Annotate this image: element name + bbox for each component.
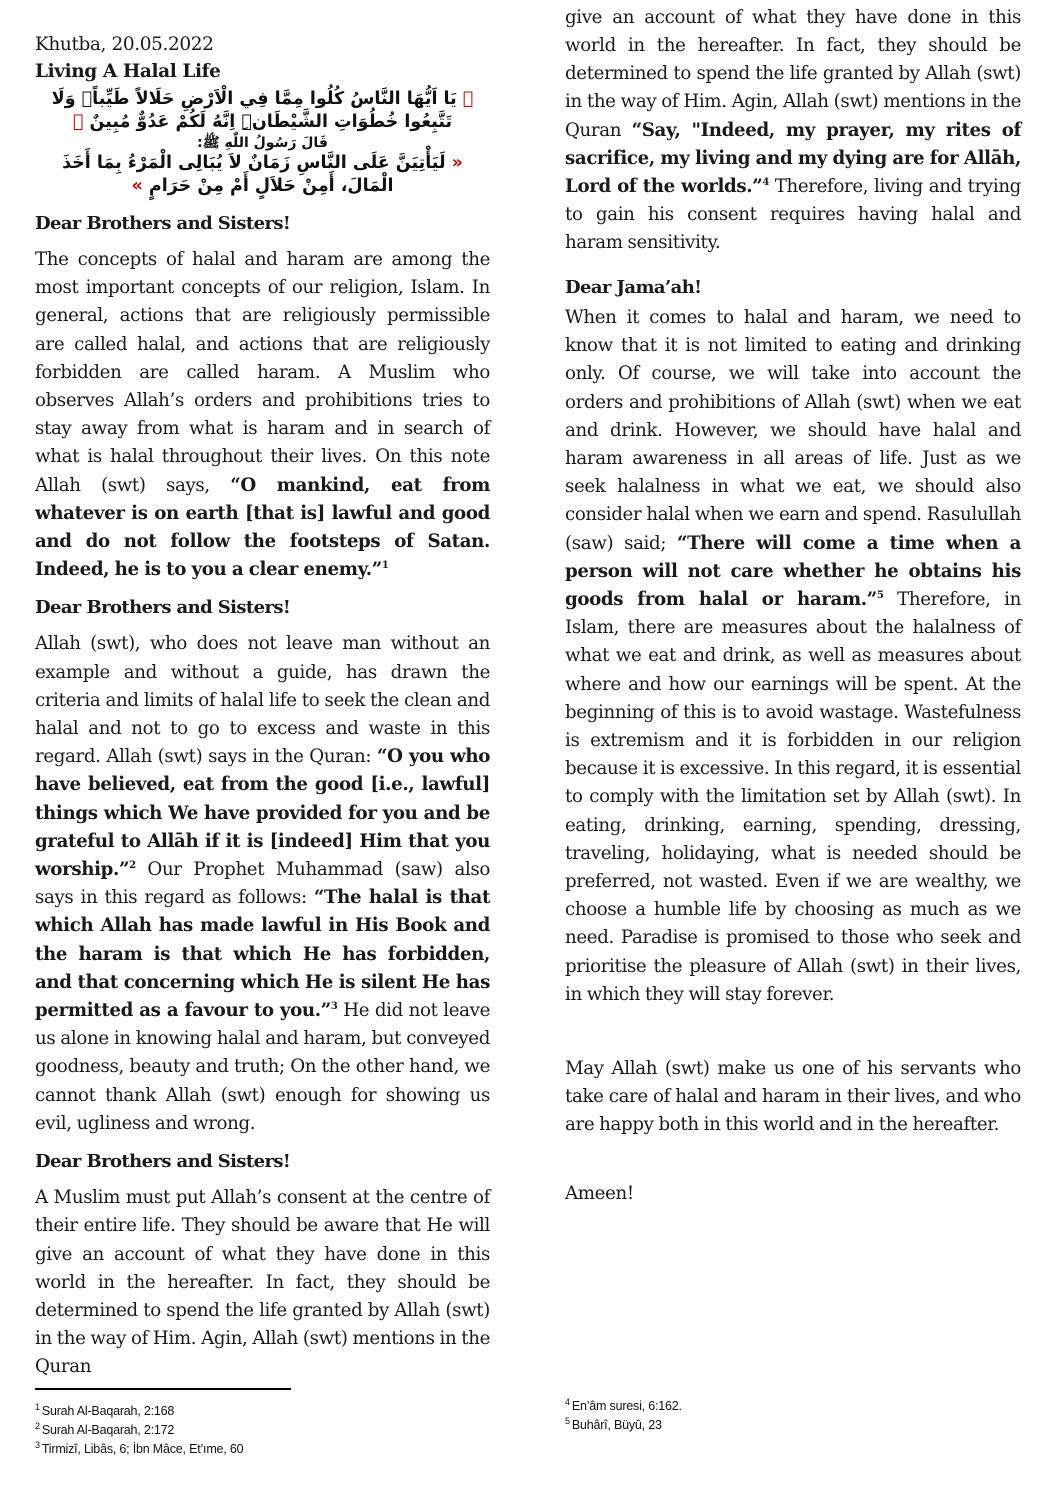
arabic-block [35,88,490,198]
paragraph-text: When it comes to halal and haram, we need to know that it is not limited to eating and drinking only. Of course, we will take into account the orders and prohibitions of Allah (swt) when we eat and drink. However, we should have halal and haram awareness in all areas of life. Just as we seek halalness in what we eat, we should also consider halal when we earn and spend. Rasulullah (saw) said; [565,307,1021,554]
footnote [565,1397,682,1416]
quran-quote: “Say, "Indeed, my prayer, my rites of sacrifice, my living and my dying are for Allāh, Lord of the worlds.” [565,119,1021,198]
footnotes-left [35,1402,243,1459]
footnote-text: Surah Al-Baqarah, 2:168 [41,1404,175,1418]
section-heading: Dear Brothers and Sisters! [35,597,291,619]
paragraph-text: Therefore, living and trying to gain his consent requires having halal and haram sensitivity. [565,176,1021,254]
hadith-quote: “There will come a time when a person will not care whether he obtains his goods from halal or haram.” [565,532,1021,611]
footnote-text: Surah Al-Baqarah, 2:172 [41,1423,175,1437]
hadith-close-quote: » [131,176,143,196]
closing-prayer: May Allah (swt) make us one of his servants who take care of halal and haram in their lives, and who are happy both in this world and in the hereafter. [565,1058,1021,1136]
footnote-ref: 1 [381,560,389,572]
paragraph-consent-continued [565,0,1021,258]
paragraph-text: A Muslim must put Allah’s consent at the centre of their entire life. They should be aware that He will give an account of what they have done in this world in the hereafter. In fact, they should be determined to spend the life granted by Allah (swt) in the way of Him. Agin, Allah (swt) mentions in the Quran [35,1187,490,1378]
ameen: Ameen! [565,1182,634,1204]
paragraph-consent [35,1184,490,1378]
section-heading: Dear Brothers and Sisters! [35,213,291,234]
paragraph-text: He did not leave us alone in knowing halal and haram, but conveyed goodness, beauty and truth; On the other hand, we cannot thank Allah (swt) enough for showing us evil, ugliness and wrong. [35,1000,490,1134]
footnotes-right [565,1397,682,1435]
arabic-attribution: قَالَ رَسُولُ اللّٰهِ ﷺ: [197,135,328,151]
page-title: Living A Halal Life [35,61,221,82]
paragraph-text: Our Prophet Muhammad (saw) also says in this regard as follows: [35,859,490,909]
right-column [565,6,1021,1208]
hadith-quote: “The halal is that which Allah has made lawful in His Book and the haram is that which He has forbidden, and that concerning which He is silent He has permitted as a favour to you.” [35,887,490,1022]
section-heading: Dear Jama’ah! [565,277,702,298]
section-heading: Dear Brothers and Sisters! [35,1151,291,1173]
paragraph-text: give an account of what they have done in this world in the hereafter. In fact, they should be determined to spend the life granted by Allah (swt) in the way of Him. Agin, Allah (swt) mentions in the Quran [565,6,1021,141]
hadith-open-quote: « [451,153,463,173]
footnote-number: 2 [35,1420,40,1431]
footnote-number: 4 [565,1396,570,1407]
paragraph-text: The concepts of halal and haram are among the most important concepts of our religion, Islam. In general, actions that are religiously permissible are called halal, and actions that are religiously forbidden are called haram. A Muslim who observes Allah’s orders and prohibitions tries to stay away from what is haram and in search of what is halal throughout their lives. On this note Allah (swt) says, [35,249,490,496]
paragraph-concepts [35,246,490,584]
footnote-number: 3 [35,1439,40,1450]
footnote-separator [35,1388,291,1390]
arabic-verse [35,88,490,134]
quran-quote: “O mankind, eat from whatever is on earth [that is] lawful and good and do not follow the footsteps of Satan. Indeed, he is to you a clear enemy.” [35,474,490,581]
footnote-ref: 2 [129,860,136,871]
left-column [35,32,490,1378]
consent-continuation [565,6,1021,256]
footnote [35,1421,243,1440]
paragraph-guidance [35,630,490,1138]
footnote-text: Tirmizî, Libâs, 6; İbn Mâce, Et’ıme, 60 [41,1442,244,1456]
footnote-number: 5 [565,1415,570,1426]
footnote-ref: 4 [762,176,769,188]
footnote [35,1440,243,1459]
footnote-ref: 5 [876,589,884,601]
paragraph-text: Allah (swt), who does not leave man without an example and without a guide, has drawn the criteria and limits of halal life to seek the clean and halal and not to go to excess and waste in this regard. Allah (swt) says in the Quran: [35,633,490,768]
khutba-date: Khutba, 20.05.2022 [35,34,214,55]
footnote-ref: 3 [330,1001,338,1013]
footnote-number: 1 [35,1401,40,1412]
quran-quote: “O you who have believed, eat from the good [i.e., lawful] things which We have provided for you and be grateful to Allāh if it is [indeed] Him that you worship.” [35,746,490,881]
footnote [565,1416,682,1435]
footnote-text: En’âm suresi, 6:162. [571,1399,682,1413]
paragraph-awareness [565,304,1021,1009]
verse-open-bracket: ﴿ [462,89,474,109]
paragraph-text: Therefore, in Islam, there are measures about the halalness of what we eat and drink, as well as measures about where and how our earnings will be spent. At the beginning of this is to avoid wastage. Wastefulness is extremism and it is forbidden in our religion because it is excessive. In this regard, it is essential to comply with the limitation set by Allah (swt). In eating, drinking, earning, spending, dressing, traveling, holidaying, what is needed should be preferred, not wasted. Even if we are wealthy, we choose a humble life by choosing as much as we need. Paradise is promised to those who seek and prioritise the pleasure of Allah (swt) in their lives, in which they will stay forever. [565,589,1021,1005]
arabic-verse-text: يَا اَيُّهَا النَّاسُ كُلُوا مِمَّا فِي الْاَرْضِ حَلَالاً طَيِّباًۘ وَلَا تَتَّبِعُوا خُطُوَاتِ الشَّيْطَانِۜ اِنَّهُ لَكُمْ عَدُوٌّ مُبِينٌ [51,89,457,132]
verse-close-bracket: ﴾ [72,112,84,132]
footnote [35,1402,243,1421]
arabic-hadith [35,152,490,198]
footnote-text: Buhârî, Büyû, 23 [571,1418,662,1432]
arabic-hadith-text: لَيَأْتِيَنَّ عَلَى النَّاسِ زَمَانٌ لاَ يُبَالِى الْمَرْءُ بِمَا أَخَذَ الْمَالَ، أَمِنْ حَلاَلٍ أَمْ مِنْ حَرَامٍ [62,153,446,196]
